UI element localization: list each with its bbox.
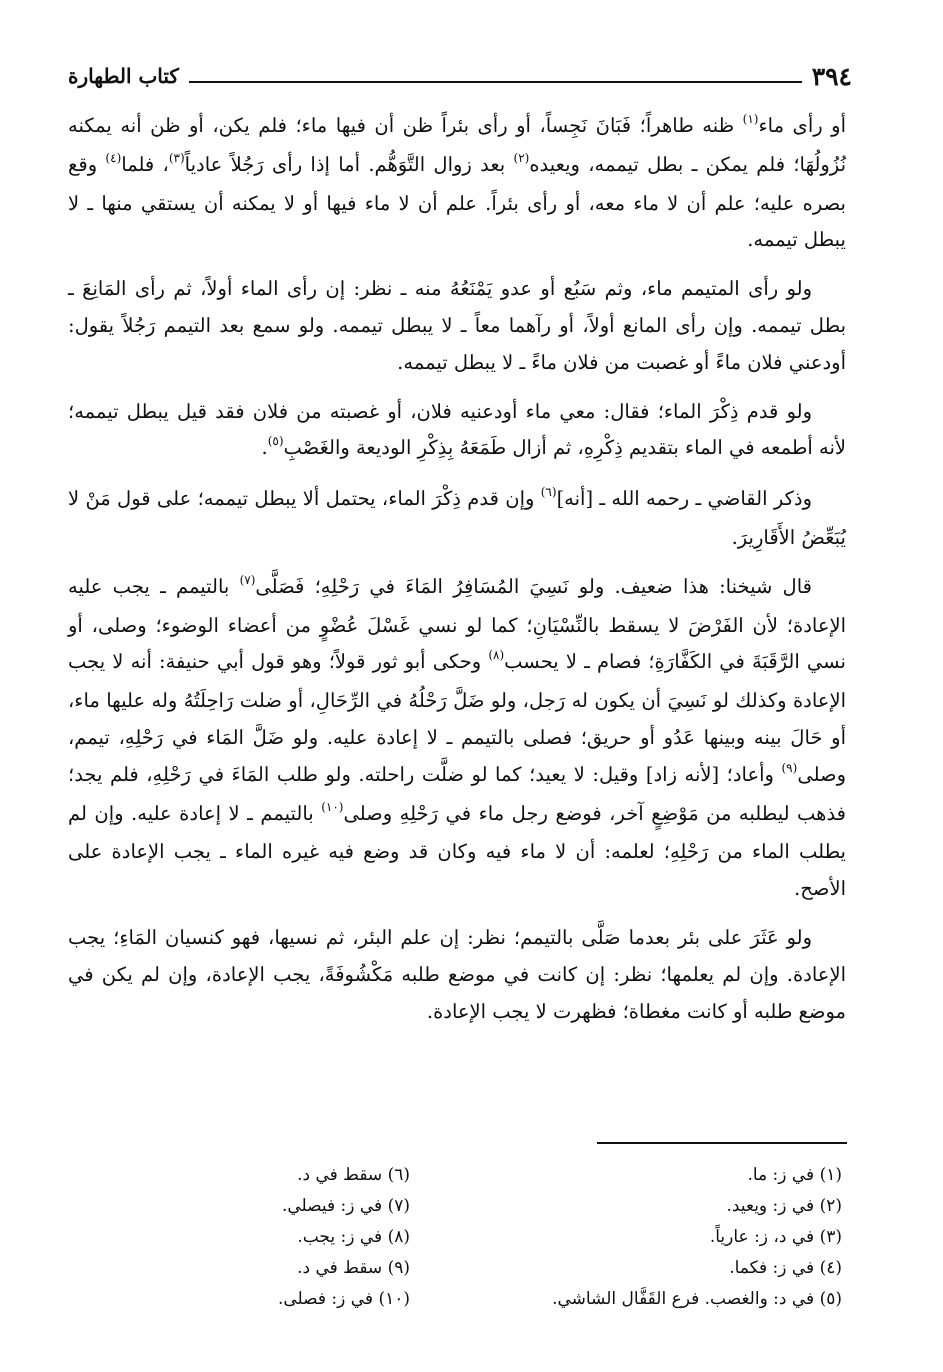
paragraph: [68, 271, 846, 381]
footnotes: [68, 1160, 846, 1340]
footnote-item: (٦) سقط في د.: [297, 1165, 410, 1185]
main-text: [68, 108, 846, 1042]
text-run: ، فلما: [121, 152, 169, 176]
text-run: بالتيمم ـ يجب عليه الإعادة؛ لأن الفَرْضَ لا يسقط بالنِّسْيَانِ؛ كما لو نسي غَسْلَ عُضْوٍ من أعضاء الوضوء؛ وصلى، أو نسي الرَّقَبَةَ في الكَفَّارَةِ؛ فصام ـ لا يحسب: [68, 574, 846, 674]
page-header: [68, 58, 852, 94]
chapter-title: كتاب الطهارة: [68, 64, 179, 88]
footnote-ref: (١٠): [321, 799, 344, 814]
text-run: وأعاد؛ [لأنه زاد] وقيل: لا يعيد؛ كما لو ضلَّت راحلته. ولو طلب المَاءَ في رَحْلِهِ، فلم يجد؛ فذهب ليطلبه من مَوْضِعٍ آخر، فوضع رجل ماء في رَحْلِهِ وصلى: [68, 762, 847, 825]
text-run: وإن قدم ذِكْرَ الماء، يحتمل ألا يبطل تيممه؛ على قول مَنْ لا يُبَعِّضُ الأَقَارِيرَ.: [68, 487, 846, 549]
text-run: بعد زوال التَّوَهُّم. أما إذا رأى رَجُلاً عادياً: [184, 152, 514, 176]
text-run: .: [261, 436, 268, 460]
page-number: ٣٩٤: [811, 61, 852, 91]
paragraph: [68, 108, 846, 259]
footnote-item: (٣) في د، ز: عارياً.: [709, 1227, 842, 1247]
text-run: بالتيمم ـ لا إعادة عليه. وإن لم يطلب الماء من رَحْلِهِ؛ لعلمه: أن لا ماء فيه وكان قد وضع فيه غيره الماء ـ يجب الإعادة على الأصح.: [68, 801, 846, 901]
footnote-ref: (٦): [540, 485, 557, 500]
text-run: أو رأى ماء: [758, 114, 847, 137]
footnote-item: (٢) في ز: ويعيد.: [726, 1196, 842, 1216]
footnote-item: (٧) في ز: فيصلي.: [281, 1196, 410, 1216]
footnote-item: (٩) سقط في د.: [297, 1258, 410, 1278]
text-run: وذكر القاضي ـ رحمه الله ـ [أنه]: [556, 487, 812, 511]
footnote-ref: (٨): [488, 648, 505, 663]
footnote-ref: (٣): [168, 150, 185, 165]
footnote-ref: (٤): [105, 150, 122, 165]
footnote-ref: (٧): [239, 572, 256, 587]
footnote-ref: (١): [742, 112, 759, 126]
footnote-ref: (٥): [267, 434, 284, 449]
text-run: قال شيخنا: هذا ضعيف. ولو نَسِيَ المُسَافِرُ المَاءَ في رَحْلِهِ؛ فَصَلَّى: [255, 574, 812, 598]
footnote-item: (٥) في د: والغصب. فرع القَفَّال الشاشي.: [552, 1289, 842, 1309]
footnote-rule: [597, 1142, 847, 1144]
footnote-ref: (٢): [513, 150, 530, 165]
text-run: ظنه طاهراً؛ فَبَانَ نَجِساً، أو رأى بئراً ظن أن فيها ماء؛ فلم يكن، أو ظن أنه يمكنه نُزُولُهَا؛ فلم يمكن ـ بطل تيممه، ويعيده: [68, 114, 846, 176]
text-run: ولو قدم ذِكْرَ الماء؛ فقال: معي ماء أودعنيه فلان، أو غصبته من فلان فقد قيل يبطل تيممه؛ لأنه أطمعه في الماء بتقديم ذِكْرِهِ، ثم أزال طَمَعَهُ بِذِكْرِ الوديعة والغَصْبِ: [68, 399, 846, 460]
footnote-item: (٤) في ز: فكما.: [729, 1258, 842, 1278]
footnote-item: (١٠) في ز: فصلى.: [277, 1289, 410, 1309]
paragraph: [68, 920, 846, 1030]
paragraph: [68, 394, 846, 470]
text-run: ولو عَثَرَ على بئر بعدما صَلَّى بالتيمم؛ نظر: إن علم البئر، ثم نسيها، فهو كنسيان المَاءِ؛ يجب الإعادة. وإن لم يعلمها؛ نظر: إن كانت في موضع طلبه مَكْشُوفَةً، يجب الإعادة، وإن لم يكن في موضع طلبه أو كانت مغطاة؛ فظهرت لا يجب الإعادة.: [68, 925, 846, 1023]
footnotes-column-right: [500, 1160, 846, 1340]
footnote-ref: (٩): [781, 760, 798, 775]
footnote-item: (٨) في ز: يجب.: [297, 1227, 410, 1247]
text-run: وقع بصره عليه؛ علم أن لا ماء معه، أو رأى بئراً. علم أن لا ماء فيها أو لا يمكنه أن يستقي منها ـ لا يبطل تيممه.: [68, 152, 846, 252]
footnotes-column-left: [68, 1160, 500, 1340]
text-run: وحكى أبو ثور قولاً؛ وهو قول أبي حنيفة: أنه لا يجب الإعادة وكذلك لو نَسِيَ أن يكون له رَجل، ولو ضَلَّ رَحْلُهُ في الرِّحَالِ، أو ضلت رَاحِلَتُهُ وله عليها ماء، أو حَالَ بينه وبينها عَدُو أو حريق؛ فصلى بالتيمم ـ لا إعادة عليه. ولو ضَلَّ المَاء في رَحْلِهِ، تيمم، وصلى: [68, 650, 846, 786]
footnote-item: (١) في ز: ما.: [747, 1165, 842, 1185]
header-rule: [189, 81, 802, 83]
paragraph: [68, 569, 846, 908]
text-run: ولو رأى المتيمم ماء، وثم سَبُع أو عدو يَمْنَعُهُ منه ـ نظر: إن رأى الماء أولاً، ثم رأى المَانِعَ ـ بطل تيممه. وإن رأى المانع أولاً، أو رآهما معاً ـ لا يبطل تيممه. ولو سمع بعد التيمم رَجُلاً يقول: أودعني فلان ماءً أو غصبت من فلان ماءً ـ لا يبطل تيممه.: [68, 277, 846, 374]
paragraph: [68, 481, 846, 557]
